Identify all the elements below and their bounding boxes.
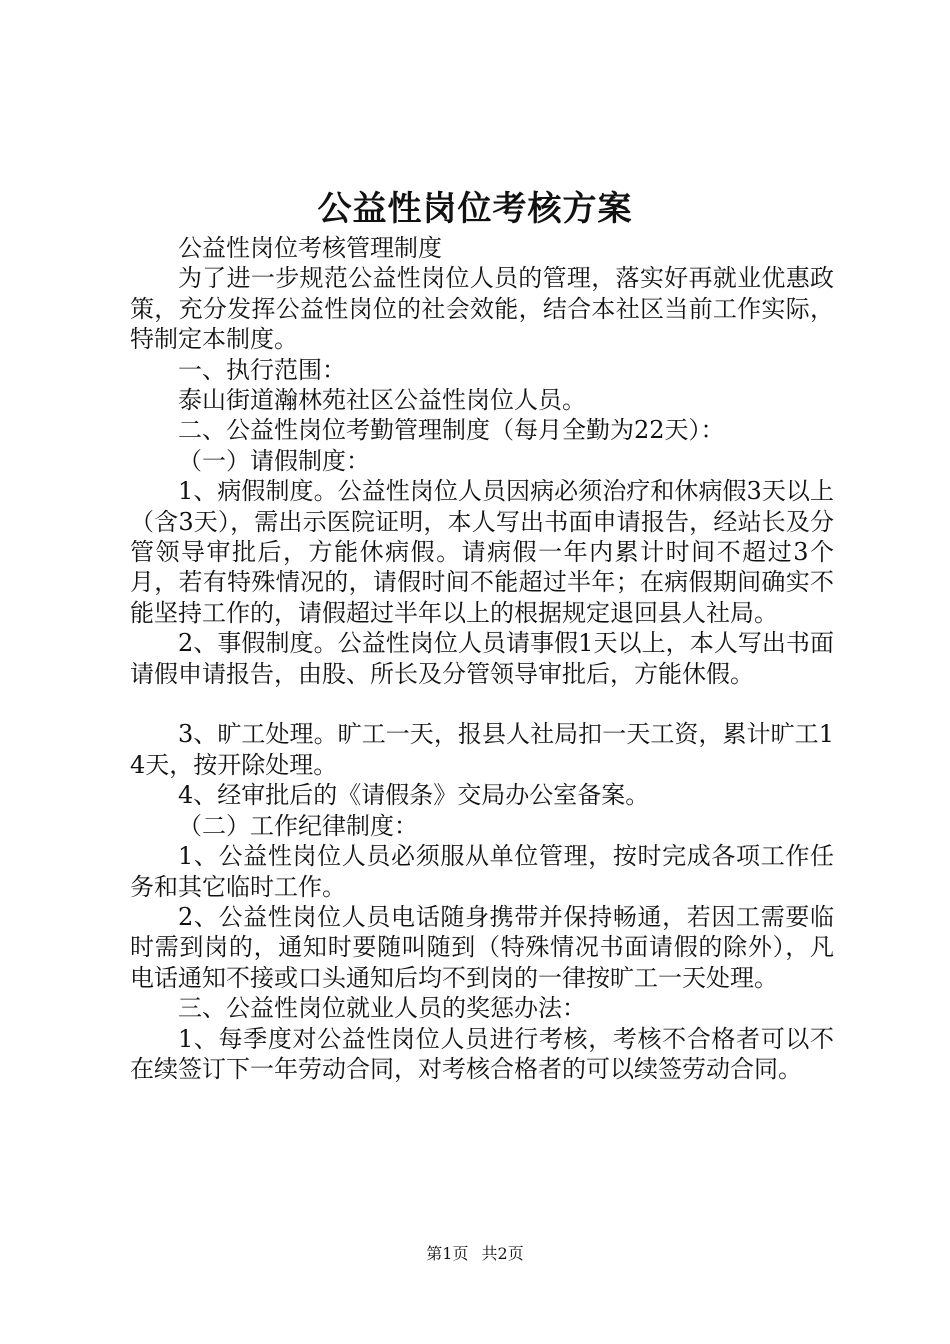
paragraph-subtitle: 公益性岗位考核管理制度	[178, 234, 442, 262]
subsection-heading-discipline: （二）工作纪律制度：	[178, 811, 418, 840]
paragraph-rewards-1: 1、每季度对公益性岗位人员进行考核，考核不合格者可以不在续签订下一年劳动合同，对考核合格者的可以续签劳动合同。	[130, 1024, 834, 1083]
document-title: 公益性岗位考核方案	[317, 189, 633, 229]
page-number-total: 共2页	[481, 1244, 524, 1263]
paragraph-sick-leave: 1、病假制度。公益性岗位人员因病必须治疗和休病假3天以上（含3天），需出示医院证明，本人写出书面申请报告，经站长及分管领导审批后，方能休病假。请病假一年内累计时间不超过3个月，若有特殊情况的，请假时间不能超过半年；在病假期间确实不能坚持工作的，请假超过半年以上的根据规定退回县人社局。	[130, 477, 834, 627]
paragraph-absenteeism: 3、旷工处理。旷工一天，报县人社局扣一天工资，累计旷工14天，按开除处理。	[130, 720, 834, 779]
document-body	[130, 233, 834, 1084]
paragraph-discipline-1: 1、公益性岗位人员必须服从单位管理，按时完成各项工作任务和其它临时工作。	[130, 842, 834, 901]
section-heading-scope: 一、执行范围：	[178, 355, 346, 384]
paragraph-discipline-2: 2、公益性岗位人员电话随身携带并保持畅通，若因工需要临时需到岗的，通知时要随叫随到（特殊情况书面请假的除外），凡电话通知不接或口头通知后均不到岗的一律按旷工一天处理。	[130, 902, 834, 992]
paragraph-scope: 泰山街道瀚林苑社区公益性岗位人员。	[178, 386, 586, 415]
paragraph-personal-leave: 2、事假制度。公益性岗位人员请事假1天以上，本人写出书面请假申请报告，由股、所长及分管领导审批后，方能休假。	[130, 629, 834, 688]
paragraph-leave-filing: 4、经审批后的《请假条》交局办公室备案。	[178, 781, 650, 810]
section-heading-attendance: 二、公益性岗位考勤管理制度（每月全勤为22天）：	[178, 416, 725, 445]
paragraph-intro: 为了进一步规范公益性岗位人员的管理，落实好再就业优惠政策，充分发挥公益性岗位的社会效能，结合本社区当前工作实际，特制定本制度。	[130, 264, 834, 354]
subsection-heading-leave: （一）请假制度：	[178, 446, 370, 475]
page-number-current: 第1页	[426, 1244, 469, 1263]
page-footer	[0, 1242, 950, 1266]
paragraph-gap	[130, 689, 834, 719]
section-heading-rewards: 三、公益性岗位就业人员的奖惩办法：	[178, 994, 586, 1023]
